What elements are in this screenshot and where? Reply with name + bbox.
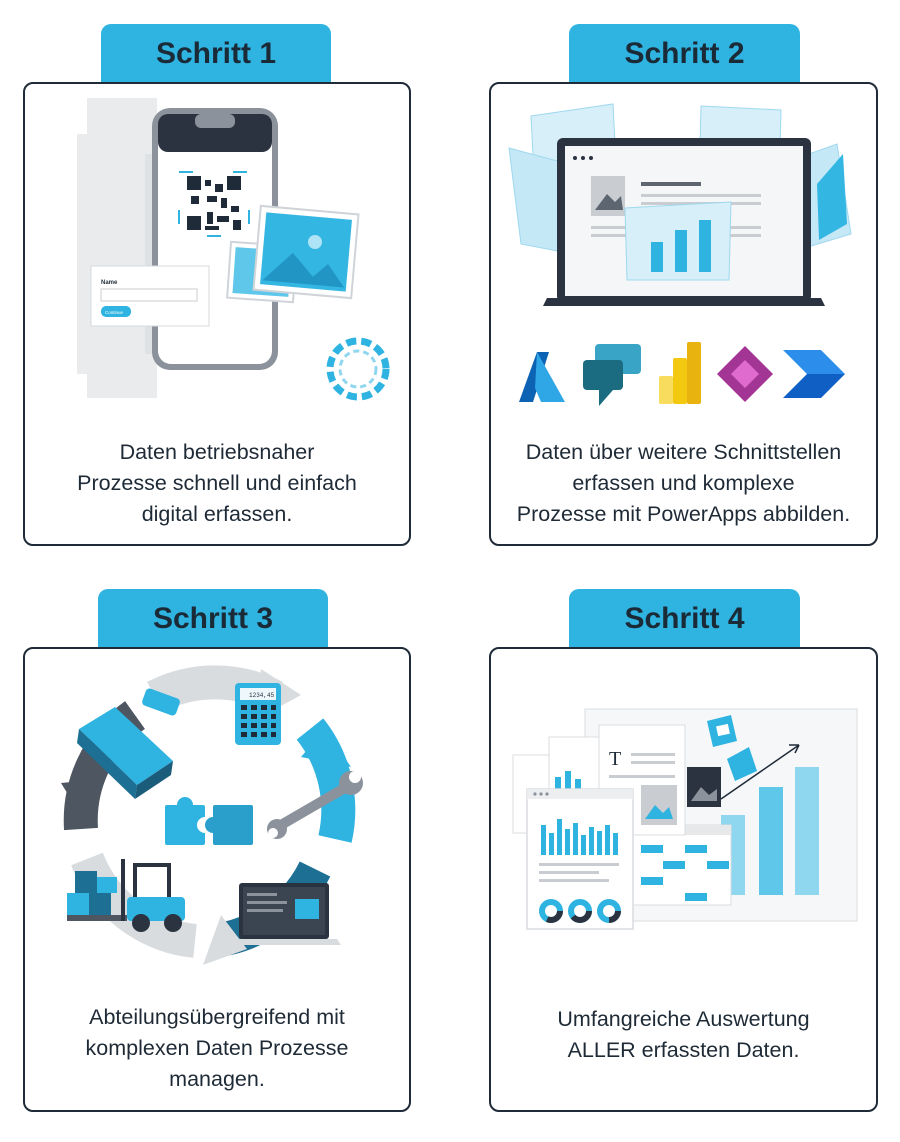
- form-card: [91, 266, 209, 326]
- spreadsheet: [627, 825, 731, 905]
- step-3-line-3: managen.: [169, 1067, 265, 1091]
- doc-letter: T: [609, 748, 622, 770]
- step-3-line-1: Abteilungsübergreifend mit: [89, 1005, 345, 1029]
- step-3-caption: [25, 1002, 409, 1095]
- step-1-line-1: Daten betriebsnaher: [119, 440, 315, 464]
- calculator-display: 1234,45: [249, 692, 275, 699]
- step-1-title: Schritt 1: [155, 37, 277, 70]
- step-2-caption: [491, 437, 876, 530]
- step-2-card: [489, 82, 878, 546]
- step-4-line-2: ALLER erfassten Daten.: [567, 1038, 800, 1062]
- step-2-line-1: Daten über weitere Schnittstellen: [525, 440, 842, 464]
- form-button: Continue: [105, 310, 124, 315]
- bar-chart-icon: [625, 202, 731, 280]
- step-4-line-1: Umfangreiche Auswertung: [557, 1007, 810, 1031]
- report-document: [527, 789, 633, 929]
- step-4-title: Schritt 4: [624, 602, 745, 635]
- power-bi-icon: [659, 342, 701, 404]
- step-3-tab: [98, 589, 328, 649]
- step-1-line-2: Prozesse schnell und einfach: [77, 471, 357, 495]
- step-2-tab: [569, 24, 800, 84]
- step-3-illustration: [25, 649, 413, 979]
- power-apps-icon: [717, 346, 773, 402]
- azure-icon: [519, 352, 565, 402]
- step-2-line-3: Prozesse mit PowerApps abbilden.: [516, 502, 851, 526]
- step-4-caption: [491, 1004, 876, 1066]
- step-1-line-3: digital erfassen.: [141, 502, 293, 526]
- step-1-illustration: [25, 84, 413, 414]
- calculator-icon: [235, 683, 281, 745]
- step-4-illustration: [491, 649, 880, 979]
- step-2-illustration: [491, 84, 880, 414]
- step-2-title: Schritt 2: [624, 37, 745, 70]
- power-automate-icon: [783, 350, 845, 398]
- step-3-card: [23, 647, 411, 1112]
- step-1-tab: [101, 24, 331, 84]
- step-3-line-2: komplexen Daten Prozesse: [85, 1036, 349, 1060]
- step-4-tab: [569, 589, 800, 649]
- step-1-card: [23, 82, 411, 546]
- spinner-icon: [330, 341, 386, 397]
- step-4-card: [489, 647, 878, 1112]
- form-label: Name: [101, 280, 118, 286]
- step-3-title: Schritt 3: [152, 602, 274, 635]
- puzzle-icon: [165, 797, 253, 845]
- teams-icon: [583, 344, 641, 406]
- step-2-line-2: erfassen und komplexe: [572, 471, 795, 495]
- step-1-caption: [25, 437, 409, 530]
- laptop-icon: [227, 883, 341, 945]
